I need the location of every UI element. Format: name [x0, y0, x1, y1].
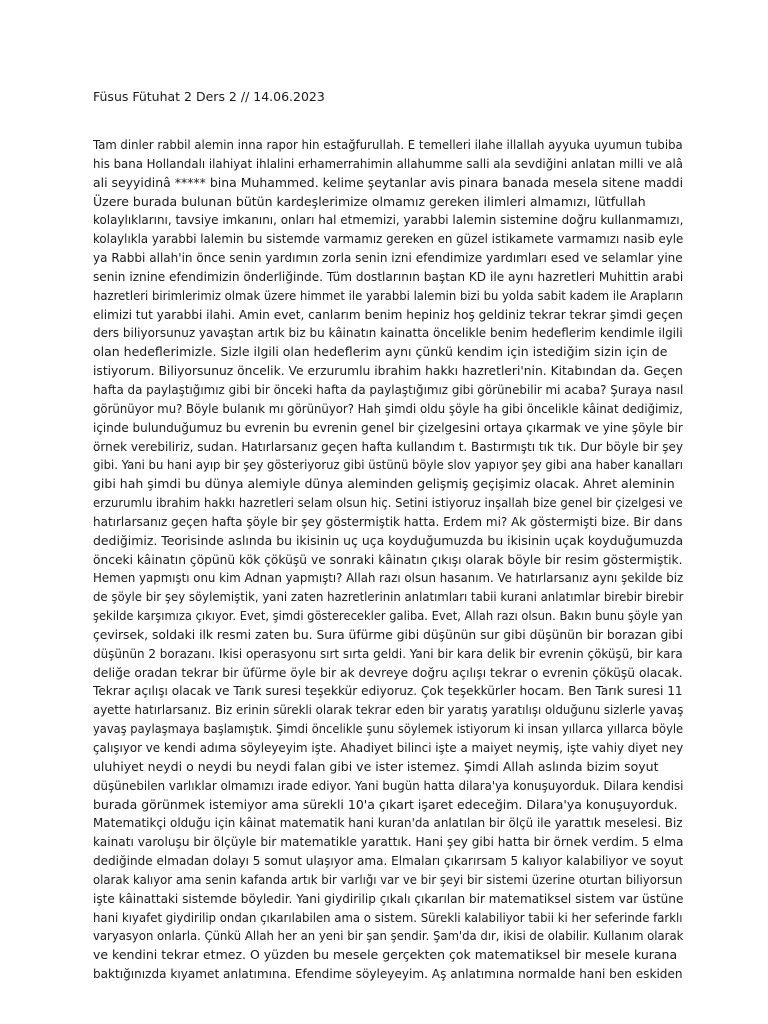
- paragraph-line: hafta da paylaştığımız gibi bir önceki hafta da paylaştığımız gibi görünebilir mi acaba? Şuraya nasıl: [93, 381, 684, 397]
- paragraph-line: de şöyle bir şey söylemiştik, yani zaten hazretlerinin anlatımları tabii kurani anlatımlar birebir birebir: [93, 589, 684, 605]
- paragraph-line: erzurumlu ibrahim hakkı hazretleri selam olsun hiç. Setini istiyoruz inşallah bize genel bir çizelgesi ve: [93, 495, 683, 511]
- paragraph-line: ayette hatırlarsanız. Biz erinin sürekli olarak tekrar eden bir yaratış yaratılışı olduğunu sizlerle yavaş: [93, 702, 684, 718]
- paragraph-line: uluhiyet neydi o neydi bu neydi falan gibi ve ister istemez. Şimdi Allah aslında bizim soyut: [93, 758, 659, 774]
- paragraph-line: yavaş paylaşmaya başlamıştık. Şimdi öncelikle şunu söylemek istiyorum ki insan yıllarca yıllarca böyle: [93, 721, 684, 737]
- paragraph-line: his bana Hollandalı ilahiyat ihlalini erhamerrahimin allahumme salli ala sevdiğini anlatan milli ve alâ: [93, 155, 683, 171]
- paragraph-line: Matematikçi olduğu için kâinat matematik hani kuran'da anlatılan bir ölçü ile yarattık meselesi. Biz: [93, 815, 683, 831]
- paragraph-line: içinde bulunduğumuz bu evrenin bu evrenin genel bir çizelgesini ortaya çıkarmak ve yine şöyle bir: [93, 419, 683, 435]
- paragraph-line: şekilde karşımıza çıkıyor. Evet, şimdi gösterecekler galiba. Evet, Allah razı olsun. Bakın bunu şöyle yan: [93, 608, 683, 624]
- paragraph-line: gibi. Yani bu hani ayıp bir şey gösteriyoruz gibi üstünü böyle slov yapıyor şey gibi ana haber kanalları: [93, 457, 683, 473]
- paragraph-line: ya Rabbi allah'in önce senin yardımın zorla senin izni efendimize yardımları esed ve selamlar yine: [93, 250, 683, 266]
- paragraph-line: hatırlarsanız geçen hafta şöyle bir şey göstermiştik hatta. Erdem mi? Ak göstermişti bize. Bir dans: [93, 513, 683, 529]
- paragraph-line: örnek verebiliriz, sudan. Hatırlarsanız geçen hafta kullandım t. Bastırmıştı tık tık. Dur böyle bir şey: [93, 438, 684, 454]
- paragraph-line: olarak kalıyor ama senin kafanda artık bir varlığı var ve bir şeyi bir sistemi üzerine oturtan biliyorsun: [93, 871, 683, 887]
- paragraph-line: ali seyyidinâ ***** bina Muhammed. kelime şeytanlar avis pinara banada mesela sitene maddi: [93, 174, 684, 190]
- paragraph-line: hazretleri birimlerimiz olmak üzere himmet ile yarabbi lalemin bizi bu yolda sabit kadem ile Arapların: [93, 287, 684, 303]
- paragraph-line: işte kâinattaki sistemde böyledir. Yani giydirilip çıkalı çıkarılan bir matematiksel sistem var üstüne: [93, 890, 684, 906]
- paragraph-line: gibi hah şimdi bu dünya alemiyle dünya aleminden gelişmiş geçişimiz olacak. Ahret aleminin: [93, 476, 675, 492]
- paragraph-line: Tekrar açılışı olacak ve Tarık suresi teşekkür ediyoruz. Çok teşekkürler hocam. Ben Tarık suresi 11: [93, 683, 683, 699]
- paragraph-line: hani kıyafet giydirilip ondan çıkarılabilen ama o sistem. Sürekli kalabiliyor tabii ki her seferinde farklı: [93, 909, 683, 925]
- paragraph-line: önceki kâinatın çöpünü kök çöküşü ve sonraki kâinatın çıkışı olarak böyle bir resim göstermiştik.: [93, 551, 683, 567]
- paragraph-line: burada görünmek istemiyor ama sürekli 10'a çıkart işaret edeceğim. Dilara'ya konuşuyorduk.: [93, 796, 678, 812]
- paragraph-line: ve kendini tekrar etmez. O yüzden bu mesele gerçekten çok matematiksel bir mesele kurana: [93, 947, 678, 963]
- paragraph-line: elimizi tut yarabbi ilahi. Amin evet, canlarım benim hepiniz hoş geldiniz tekrar tekrar şimdi geçen: [93, 306, 683, 322]
- paragraph-line: Hemen yapmıştı onu kim Adnan yapmıştı? Allah razı olsun hasanım. Ve hatırlarsanız aynı şekilde biz: [93, 570, 684, 586]
- paragraph-line: varyasyon onlarla. Çünkü Allah her an yeni bir şan şendir. Şam'da dır, ikisi de olabilir. Kullanım olarak: [93, 928, 684, 944]
- paragraph-line: kolaylıklarını, tavsiye imkanını, onları hal etmemizi, yarabbi lalemin sistemine doğru kullanmamızı,: [93, 212, 684, 228]
- paragraph-line: baktığınızda kıyamet anlatımına. Efendime söyleyeyim. Aş anlatımına normalde hani ben eskiden: [93, 966, 683, 982]
- paragraph-line: ders biliyorsunuz yavaştan artık biz bu kâinatın kainatta öncelikle benim hedeflerim kendimle ilgili: [93, 325, 683, 341]
- paragraph-line: olan hedeflerimizle. Sizle ilgili olan hedeflerim aynı çünkü kendim için istediğim sizin için de: [93, 344, 668, 360]
- paragraph-line: düşünebilen varlıklar olmamızı irade ediyor. Yani bugün hatta dilara'ya konuşuyorduk. Dilara kendisi: [93, 777, 684, 793]
- paragraph-line: Üzere burada bulunan bütün kardeşlerimize olmamız gereken ilimleri almamızı, lütfullah: [93, 193, 646, 209]
- paragraph-line: Tam dinler rabbil alemin inna rapor hin estağfurullah. E temelleri ilahe illallah ayyuka uyumun tubiba: [93, 137, 683, 152]
- paragraph-line: düşünün 2 borazanı. Ikisi operasyonu sırt sırta geldi. Yani bir kara delik bir evrenin çöküşü, bir kara: [93, 645, 683, 661]
- paragraph-line: dediğinde elmadan dolayı 5 somut ulaşıyor ama. Elmaları çıkarırsam 5 kalıyor kalabiliyor ve soyut: [93, 853, 684, 869]
- paragraph-line: kainatı varoluşu bir ölçüyle bir matematikle yarattık. Hani şey gibi hatta bir örnek verdim. 5 elma: [93, 834, 684, 850]
- paragraph-line: kolaylıkla yarabbi lalemin bu sistemde varmamız gereken en güzel istikamete varmamızı nasib eyle: [93, 231, 684, 247]
- paragraph-line: çalışıyor ve kendi adıma söyleyeyim işte. Ahadiyet bilinci işte a maiyet neymiş, işte vahiy diyet ney: [93, 740, 684, 755]
- paragraph-line: görünüyor mu? Böyle bulanık mı görünüyor? Hah şimdi oldu şöyle ha gibi öncelikle kâinat dediğimiz,: [93, 400, 683, 416]
- document-title: Füsus Fütuhat 2 Ders 2 // 14.06.2023: [93, 89, 325, 104]
- paragraph-line: deliğe oradan tekrar bir üfürme öyle bir ak devreye doğru açılışı tekrar o evrenin çöküşü olacak.: [93, 664, 683, 680]
- document-body: [93, 136, 683, 984]
- paragraph-line: çevirsek, soldaki ilk resmi zaten bu. Sura üfürme gibi düşünün sur gibi düşünün bir borazan gibi: [93, 626, 683, 642]
- paragraph-line: dediğimiz. Teorisinde aslında bu ikisinin uç uça koyduğumuzda bu ikisinin uçak koyduğumuzda: [93, 532, 684, 548]
- paragraph-line: senin iznine efendimizin önderliğinde. Tüm dostlarının baştan KD ile aynı hazretleri Muhittin arabi: [93, 268, 684, 284]
- paragraph-line: istiyorum. Biliyorsunuz öncelik. Ve erzurumlu ibrahim hakkı hazretleri'nin. Kitabından da. Geçen: [93, 363, 683, 379]
